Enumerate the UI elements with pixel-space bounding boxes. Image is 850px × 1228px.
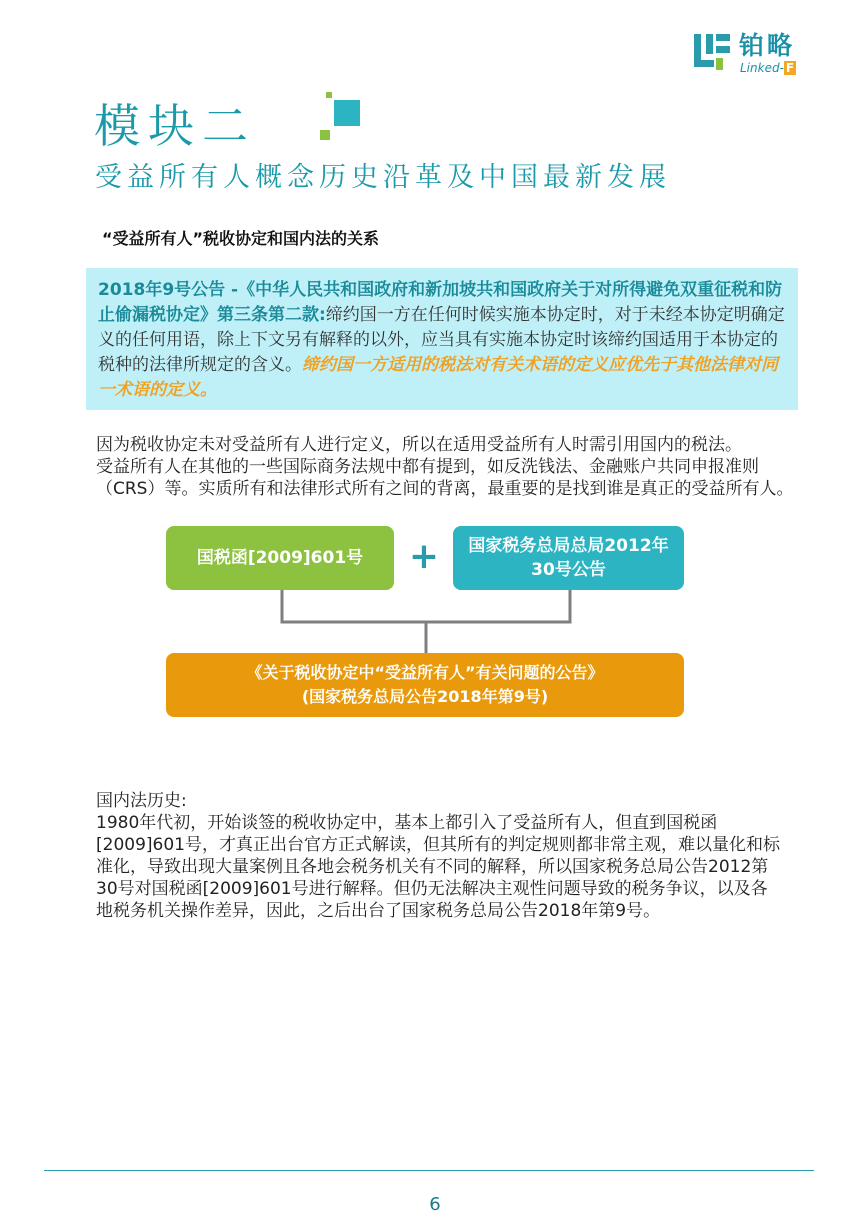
diagram-connector-lines (166, 590, 684, 654)
paragraph-line: （CRS）等。实质所有和法律形式所有之间的背离，最重要的是找到谁是真正的受益所有人。 (96, 479, 794, 499)
paragraph-line: 地税务机关操作差异，因此，之后出台了国家税务总局公告2018年第9号。 (96, 901, 661, 921)
intro-paragraph (96, 434, 816, 500)
diagram-box-announcement-2012 (453, 526, 684, 590)
box-line: 《关于税收协定中“受益所有人”有关问题的公告》 (246, 663, 604, 682)
callout-body: 缔约国一方在任何时候实施本协定时，对于未经本协定明确定义的任何用语，除上下文另有解释的以外，应当具有实施本协定时该缔约国适用于本协定的税种的法律所规定的含义。 (98, 305, 785, 375)
diagram-box-announcement-2018 (166, 653, 684, 717)
brand-logo (692, 32, 812, 76)
logo-name-en-text: Linked- (740, 61, 784, 75)
callout-emphasis: 缔约国一方适用的税法对有关术语的定义应优先于其他法律对同一术语的定义。 (98, 355, 778, 400)
paragraph-line: 1980年代初，开始谈签的税收协定中，基本上都引入了受益所有人，但直到国税函 (96, 813, 718, 833)
decorative-squares-icon (316, 92, 364, 148)
box-line: (国家税务总局公告2018年第9号) (301, 687, 549, 706)
paragraph-heading: 国内法历史: (96, 791, 187, 811)
footer-divider (44, 1170, 814, 1171)
logo-mark-icon (692, 32, 732, 72)
diagram-box-circular-601: 国税函[2009]601号 (166, 526, 394, 590)
box-line: 国家税务总局总局2012年 (468, 536, 669, 556)
callout-title: 2018年9号公告 -《中华人民共和国政府和新加坡共和国政府关于对所得避免双重征税和防止偷漏税协定》第三条第二款: (98, 280, 783, 325)
paragraph-line: 准化，导致出现大量案例且各地会税务机关有不同的解释，所以国家税务总局公告2012第 (96, 857, 769, 877)
page-subtitle: 受益所有人概念历史沿革及中国最新发展 (95, 162, 671, 193)
paragraph-line: 因为税收协定未对受益所有人进行定义，所以在适用受益所有人时需引用国内的税法。 (96, 435, 742, 455)
box-line: 30号公告 (531, 560, 606, 580)
section-heading: “受益所有人”税收协定和国内法的关系 (102, 229, 380, 248)
page-number: 6 (429, 1194, 441, 1215)
page-title: 模块二 (94, 99, 256, 153)
paragraph-line: 30号对国税函[2009]601号进行解释。但仍无法解决主观性问题导致的税务争议，以及各 (96, 879, 768, 899)
history-paragraph (96, 790, 806, 922)
logo-name-en-badge: F (785, 61, 795, 75)
highlight-callout (86, 268, 798, 410)
paragraph-line: [2009]601号，才真正出台官方正式解读，但其所有的判定规则都非常主观，难以量化和标 (96, 835, 780, 855)
plus-icon: + (408, 536, 440, 577)
logo-name-cn: 铂略 (739, 31, 796, 60)
logo-name-en (740, 61, 796, 75)
paragraph-line: 受益所有人在其他的一些国际商务法规中都有提到，如反洗钱法、金融账户共同申报准则 (96, 457, 759, 477)
